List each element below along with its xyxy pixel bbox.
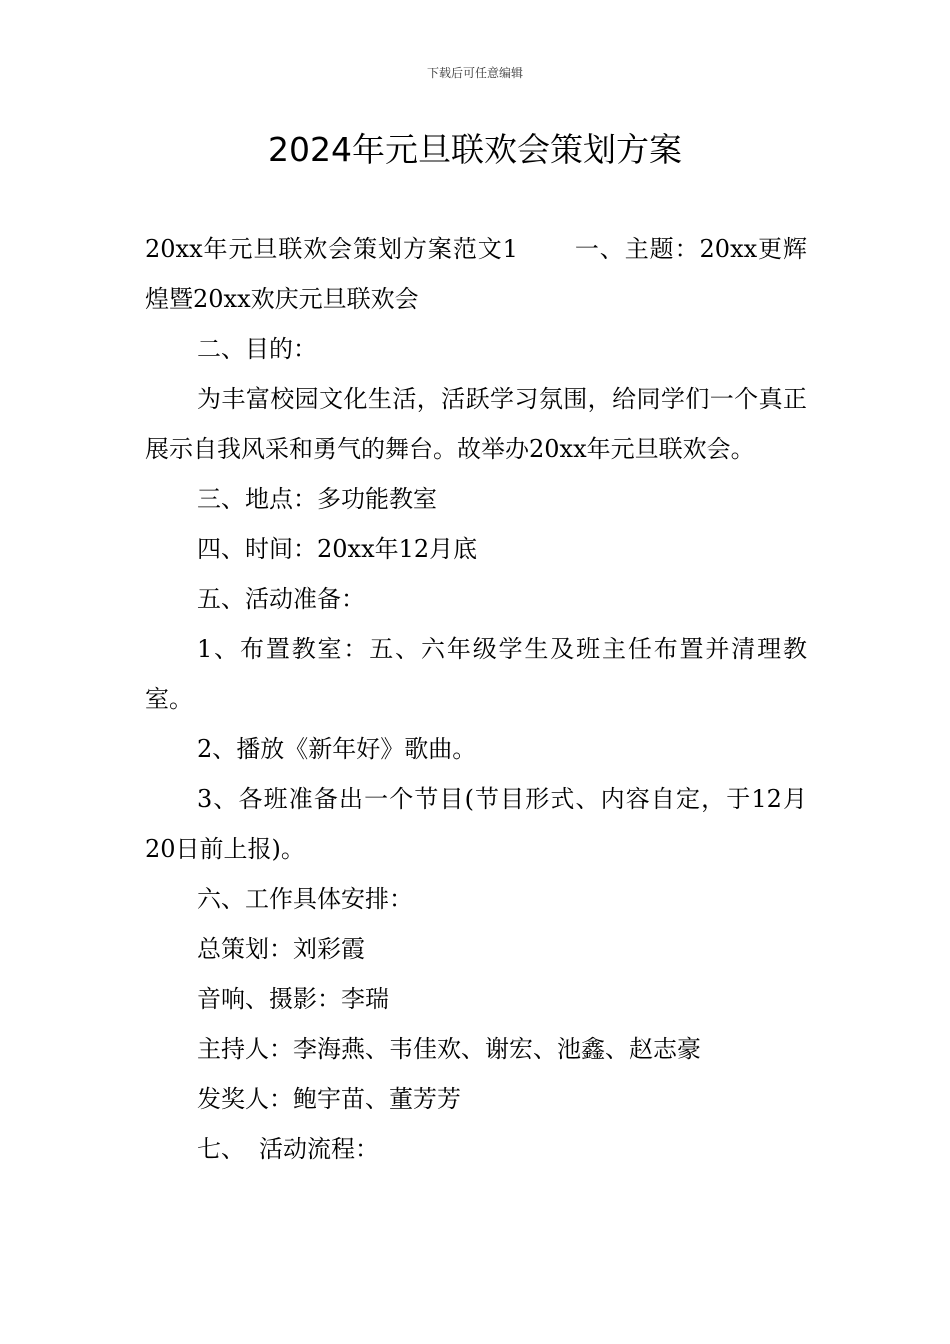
time-line: 四、时间：20xx年12月底 — [197, 535, 478, 563]
audio-photo-line: 音响、摄影：李瑞 — [197, 985, 389, 1013]
prep-item-3: 3、各班准备出一个节目(节目形式、内容自定，于12月20日前上报)。 — [145, 785, 807, 863]
prep-heading: 五、活动准备： — [197, 585, 365, 613]
theme-line: 一、主题：20xx更辉煌暨20xx欢庆元旦联欢会 — [145, 235, 807, 313]
document-title: 2024年元旦联欢会策划方案 — [268, 130, 682, 169]
document-body — [145, 224, 807, 1174]
award-presenters-line: 发奖人：鲍宇苗、董芳芳 — [197, 1085, 461, 1113]
flow-heading-text: 活动流程： — [259, 1135, 379, 1163]
prep-item-1: 1、布置教室：五、六年级学生及班主任布置并清理教室。 — [145, 635, 807, 713]
flow-heading — [145, 1124, 807, 1174]
intro-paragraph — [145, 224, 807, 324]
purpose-heading: 二、目的： — [197, 335, 317, 363]
hosts-line: 主持人：李海燕、韦佳欢、谢宏、池鑫、赵志豪 — [197, 1035, 701, 1063]
intro-lead: 20xx年元旦联欢会策划方案范文1 — [145, 235, 518, 263]
arrangement-heading: 六、工作具体安排： — [197, 885, 413, 913]
header-note: 下载后可任意编辑 — [426, 66, 523, 80]
planner-line: 总策划：刘彩霞 — [197, 935, 365, 963]
purpose-text: 为丰富校园文化生活，活跃学习氛围，给同学们一个真正展示自我风采和勇气的舞台。故举办20xx年元旦联欢会。 — [145, 385, 807, 463]
flow-heading-number: 七、 — [197, 1135, 245, 1163]
prep-item-2: 2、播放《新年好》歌曲。 — [197, 735, 477, 763]
location-line: 三、地点：多功能教室 — [197, 485, 437, 513]
